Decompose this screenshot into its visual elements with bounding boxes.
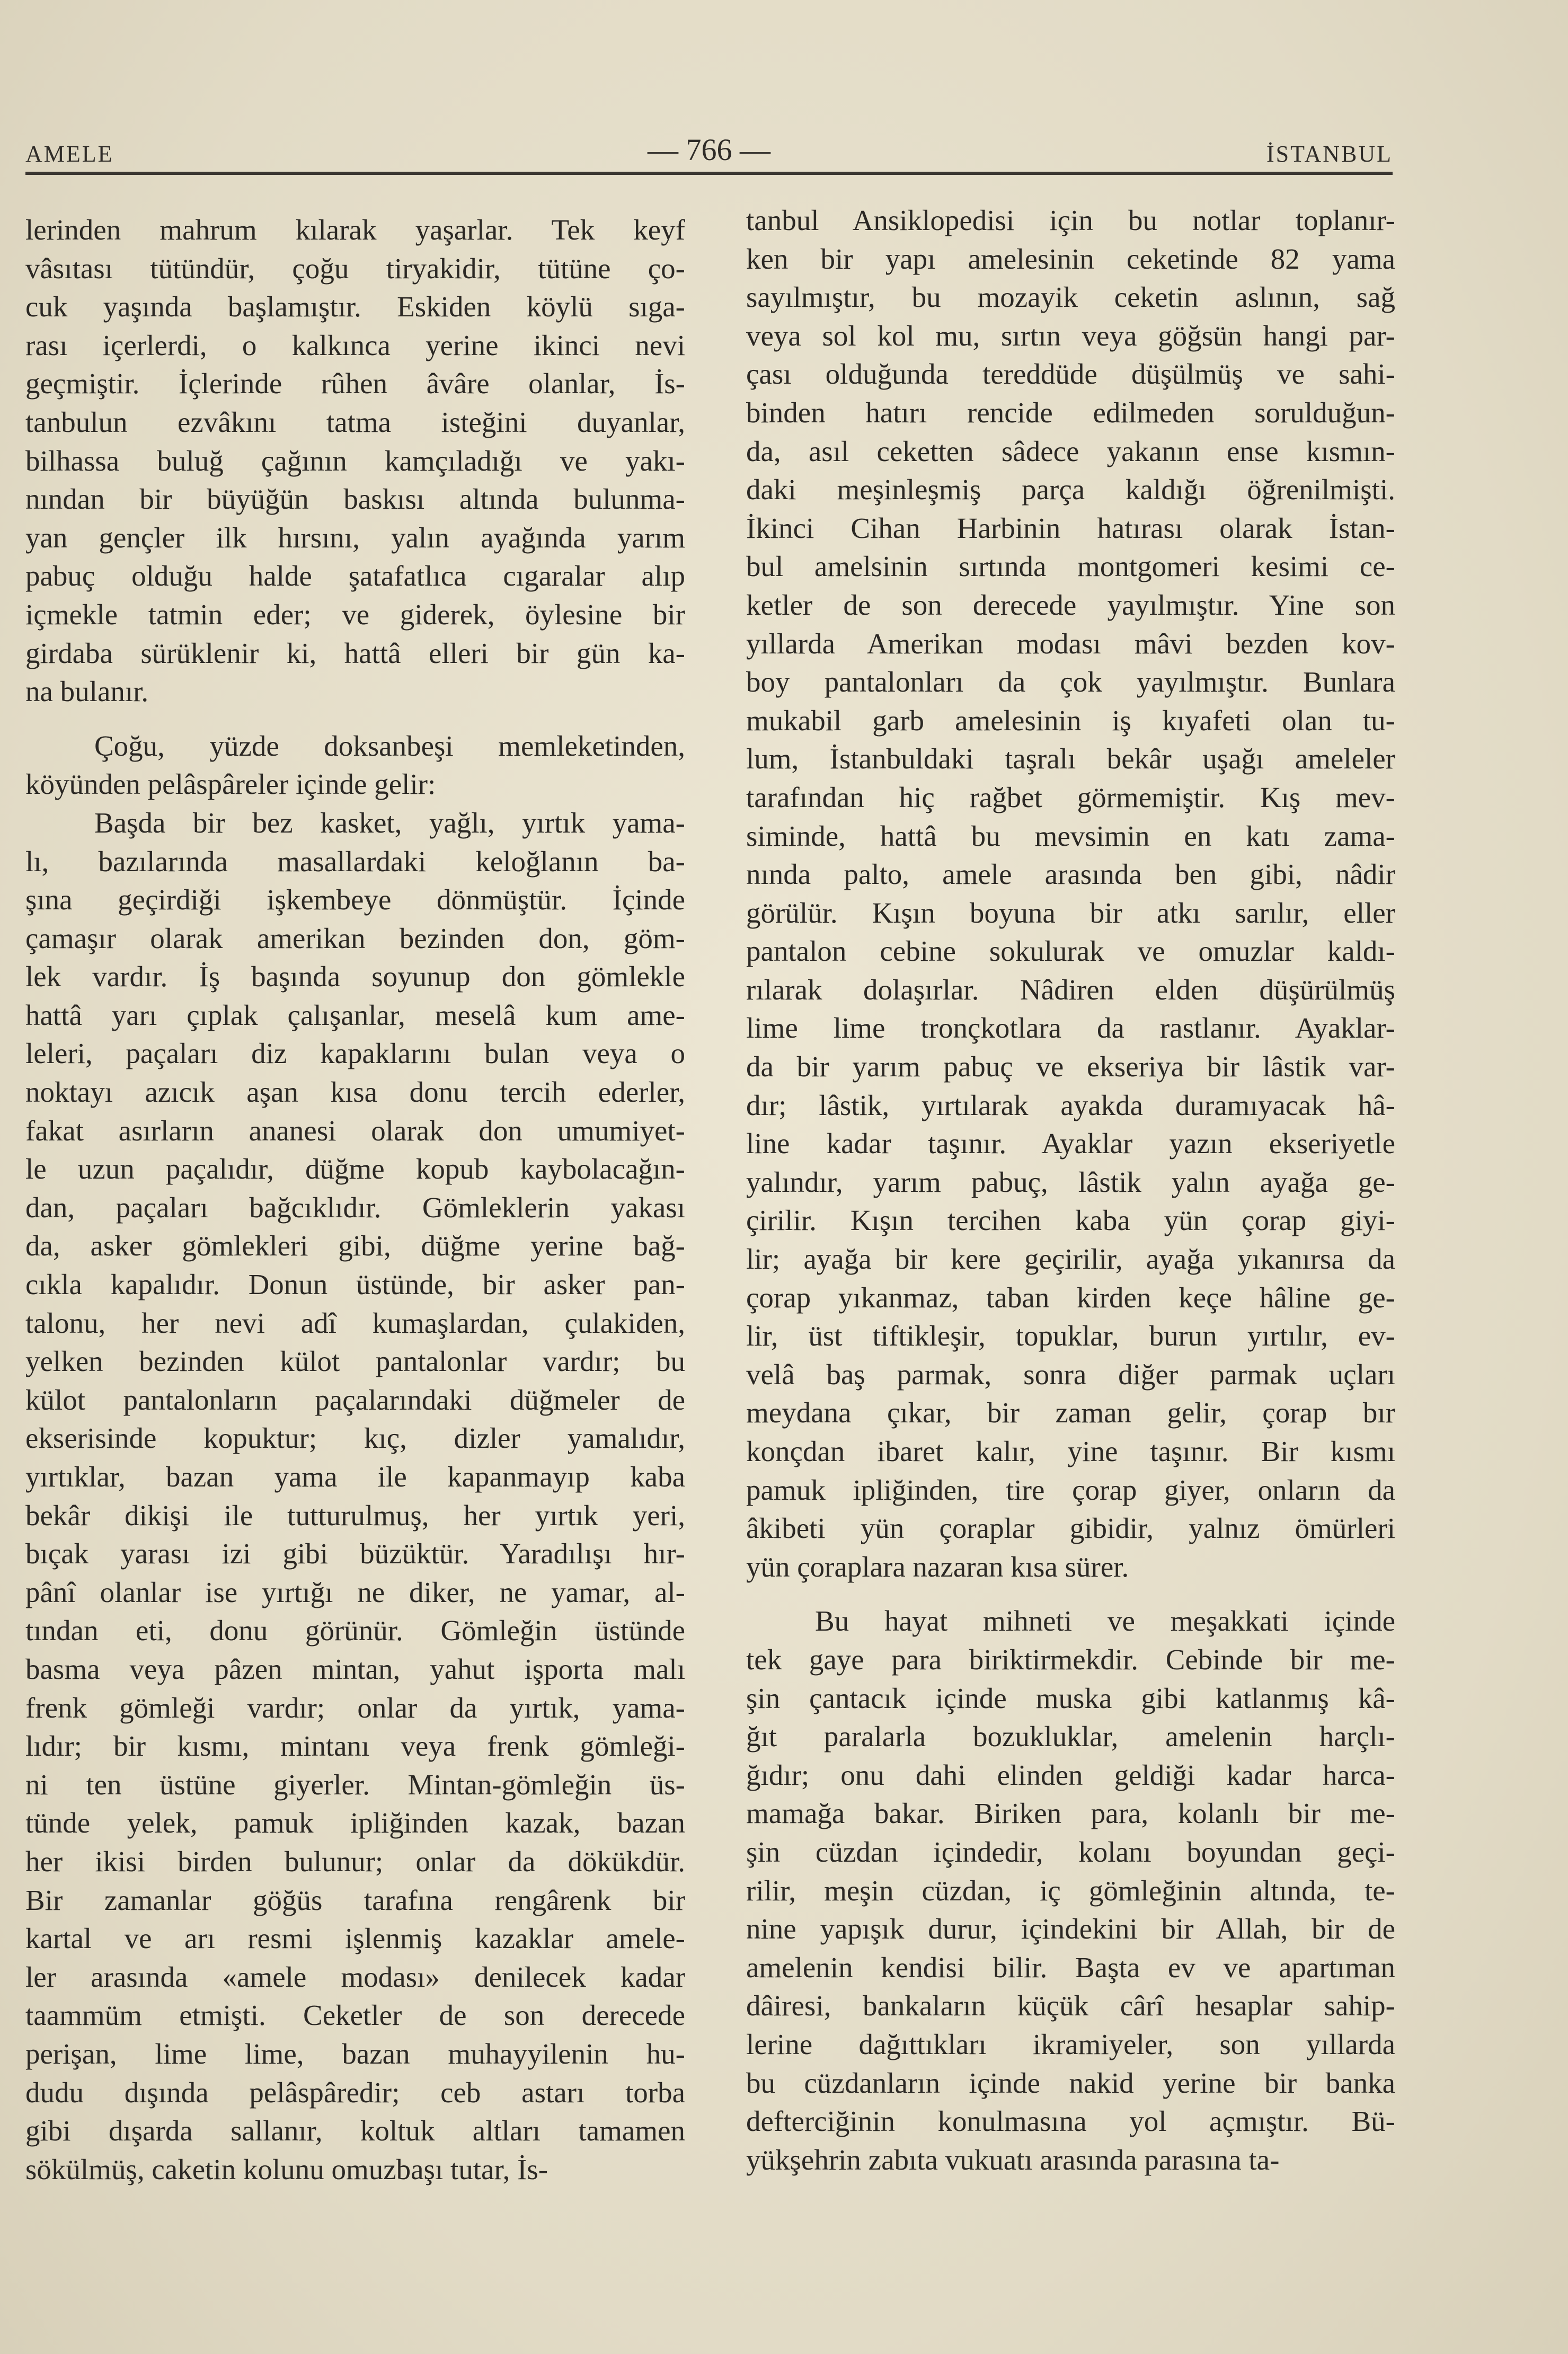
text-line: cıkla kapalıdır. Donun üstünde, bir asker pan- [25,1268,685,1301]
text-line: veya sol kol mu, sırtın veya göğsün hangi par- [746,319,1395,352]
text-line: ketler de son derecede yayılmıştır. Yine son [746,588,1395,621]
text-line: tanbulun ezvâkını tatma isteğini duyanlar, [25,405,685,438]
text-line: basma veya pâzen mintan, yahut işporta malı [25,1652,685,1685]
text-line: dâiresi, bankaların küçük cârî hesaplar sahip- [746,1989,1395,2022]
text-line: lerinden mahrum kılarak yaşarlar. Tek keyf [25,214,685,246]
text-line: bıçak yarası izi gibi büzüktür. Yaradılışı hır- [25,1537,685,1570]
text-line: rilir, meşin cüzdan, iç gömleğinin altında, te- [746,1874,1395,1907]
text-line: velâ baş parmak, sonra diğer parmak uçları [746,1358,1395,1391]
text-line: tünde yelek, pamuk ipliğinden kazak, bazan [25,1807,685,1839]
text-line: her ikisi birden bulunur; onlar da dökükdür. [25,1845,685,1878]
text-line: taammüm etmişti. Ceketler de son derecede [25,1999,685,2032]
header-section-title: AMELE [25,141,114,167]
text-line: tarafından hiç rağbet görmemiştir. Kış mev- [746,781,1395,813]
text-line: lir, üst tiftikleşir, topuklar, burun yırtılır, ev- [746,1320,1395,1352]
text-line: da, asker gömlekleri gibi, düğme yerine bağ- [25,1229,685,1262]
text-line: dan, paçaları bağcıklıdır. Gömleklerin yakası [25,1191,685,1224]
text-line: yıllarda Amerikan modası mâvi bezden kov- [746,627,1395,660]
text-line: köyünden pelâspâreler içinde gelir: [25,768,436,801]
text-line: pabuç olduğu halde şatafatlıca cıgaralar alıp [25,560,685,592]
text-line: lek vardır. İş başında soyunup don gömlekle [25,960,685,993]
text-line: Bu hayat mihneti ve meşakkati içinde [815,1605,1395,1638]
text-line: Başda bir bez kasket, yağlı, yırtık yama- [94,806,685,839]
text-line: meydana çıkar, bir zaman gelir, çorap bır [746,1396,1395,1429]
text-line: bu cüzdanların içinde nakid yerine bir banka [746,2066,1395,2099]
text-line: konçdan ibaret kalır, yine taşınır. Bir kısmı [746,1435,1395,1467]
text-line: lime lime tronçkotlara da rastlanır. Ayaklar- [746,1012,1395,1045]
text-line: yün çoraplara nazaran kısa sürer. [746,1550,1129,1583]
text-line: bilhassa buluğ çağının kamçıladığı ve yakı- [25,444,685,477]
text-line: hattâ yarı çıplak çalışanlar, meselâ kum ame- [25,998,685,1031]
right-text-column [746,201,1395,2179]
page-number: — 766 — [648,132,770,167]
text-line: sayılmıştır, bu mozayik ceketin aslının, sağ [746,281,1395,314]
text-line: sökülmüş, caketin kolunu omuzbaşı tutar, İs- [25,2153,548,2185]
text-line: da bir yarım pabuç ve ekseriya bir lâstik var- [746,1050,1395,1083]
text-line: ğıdır; onu dahi elinden geldiği kadar harca- [746,1758,1395,1791]
text-line: cuk yaşında başlamıştır. Eskiden köylü sıga- [25,290,685,323]
text-line: Bir zamanlar göğüs tarafına rengârenk bir [25,1883,685,1916]
text-line: pamuk ipliğinden, tire çorap giyer, onların da [746,1473,1395,1506]
text-line: çorap yıkanmaz, taban kirden keçe hâline ge- [746,1281,1395,1314]
text-line: siminde, hattâ bu mevsimin en katı zama- [746,819,1395,852]
text-line: pânî olanlar ise yırtığı ne diker, ne yamar, al- [25,1576,685,1608]
text-line: lum, İstanbuldaki taşralı bekâr uşağı ameleler [746,742,1395,775]
text-line: amelenin kendisi bilir. Başta ev ve apartıman [746,1951,1395,1984]
text-line: tından eti, donu görünür. Gömleğin üstünde [25,1614,685,1647]
text-line: nında palto, amele arasında ben gibi, nâdir [746,858,1395,891]
text-line: talonu, her nevi adî kumaşlardan, çulakiden, [25,1306,685,1339]
text-line: lıdır; bir kısmı, mintanı veya frenk gömleği- [25,1730,685,1763]
text-line: binden hatırı rencide edilmeden sorulduğun- [746,396,1395,429]
text-line: dır; lâstik, yırtılarak ayakda duramıyacak hâ- [746,1088,1395,1121]
paragraph-gap [25,711,685,727]
text-line: mukabil garb amelesinin iş kıyafeti olan tu- [746,704,1395,737]
text-line: girdaba sürüklenir ki, hattâ elleri bir gün ka- [25,636,685,669]
text-line: ni ten üstüne giyerler. Mintan-gömleğin üs- [25,1768,685,1801]
text-line: yükşehrin zabıta vukuatı arasında parasına ta- [746,2143,1280,2176]
text-line: ğıt paralarla bozukluklar, amelenin harçlı- [746,1720,1395,1753]
text-line: line kadar taşınır. Ayaklar yazın ekseriyetle [746,1127,1395,1160]
text-line: ekserisinde kopuktur; kıç, dizler yamalıdır, [25,1422,685,1455]
text-line: dudu dışında pelâspâredir; ceb astarı torba [25,2076,685,2109]
text-line: rası içerlerdi, o kalkınca yerine ikinci nevi [25,329,685,361]
text-line: çamaşır olarak amerikan bezinden don, göm- [25,922,685,954]
text-line: noktayı azıcık aşan kısa donu tercih ederler, [25,1076,685,1109]
text-line: tanbul Ansiklopedisi için bu notlar toplanır- [746,204,1395,236]
text-line: görülür. Kışın boyuna bir atkı sarılır, eller [746,896,1395,929]
paragraph-gap [746,1586,1395,1602]
text-line: lı, bazılarında masallardaki keloğlanın ba- [25,845,685,878]
text-line: daki meşinleşmiş parça kaldığı öğrenilmişti. [746,473,1395,506]
text-line: rılarak dolaşırlar. Nâdiren elden düşürülmüş [746,973,1395,1006]
text-line: mamağa bakar. Biriken para, kolanlı bir me- [746,1797,1395,1830]
text-line: defterciğinin konulmasına yol açmıştır. Bü- [746,2105,1395,2138]
text-line: vâsıtası tütündür, çoğu tiryakidir, tütüne ço- [25,252,685,285]
text-line: perişan, lime lime, bazan muhayyilenin hu- [25,2037,685,2070]
text-line: âkibeti yün çoraplar gibidir, yalnız ömürleri [746,1512,1395,1545]
text-line: İkinci Cihan Harbinin hatırası olarak İstan- [746,511,1395,544]
text-line: yan gençler ilk hırsını, yalın ayağında yarım [25,521,685,554]
text-line: yelken bezinden külot pantalonlar vardır; bu [25,1345,685,1378]
text-line: yırtıklar, bazan yama ile kapanmayıp kaba [25,1461,685,1493]
text-line: bekâr dikişi ile tutturulmuş, her yırtık yeri, [25,1499,685,1532]
text-line: ler arasında «amele modası» denilecek kadar [25,1960,685,1993]
text-line: lir; ayağa bir kere geçirilir, ayağa yıkanırsa da [746,1243,1395,1276]
text-line: yalındır, yarım pabuç, lâstik yalın ayağa ge- [746,1165,1395,1198]
text-line: şin cüzdan içindedir, kolanı boyundan geçi- [746,1835,1395,1868]
text-line: kartal ve arı resmi işlenmiş kazaklar amele- [25,1922,685,1955]
text-line: içmekle tatmin eder; ve giderek, öylesine bir [25,598,685,631]
text-line: fakat asırların ananesi olarak don umumiyet- [25,1114,685,1147]
left-text-column [25,211,685,2189]
text-line: çası olduğunda tereddüde düşülmüş ve sahi- [746,358,1395,391]
text-line: nından bir büyüğün baskısı altında bulunma- [25,483,685,516]
text-line: lerine dağıttıkları ikramiyeler, son yıllarda [746,2028,1395,2060]
text-line: le uzun paçalıdır, düğme kopub kaybolacağın- [25,1153,685,1185]
text-line: boy pantalonları da çok yayılmıştır. Bunlara [746,666,1395,698]
text-line: pantalon cebine sokulurak ve omuzlar kaldı- [746,935,1395,968]
text-line: ken bir yapı amelesinin ceketinde 82 yama [746,242,1395,275]
running-header [25,132,1393,175]
text-line: şına geçirdiği işkembeye dönmüştür. İçinde [25,883,685,916]
text-line: leleri, paçaları diz kapaklarını bulan veya o [25,1037,685,1070]
text-line: frenk gömleği vardır; onlar da yırtık, yama- [25,1691,685,1724]
text-line: külot pantalonların paçalarındaki düğmeler de [25,1383,685,1416]
text-line: da, asıl ceketten sâdece yakanın ense kısmın- [746,435,1395,467]
text-line: tek gaye para biriktirmekdir. Cebinde bir me- [746,1643,1395,1676]
header-rule [25,172,1393,175]
text-line: bul amelsinin sırtında montgomeri kesimi ce- [746,550,1395,583]
text-line: geçmiştir. İçlerinde rûhen âvâre olanlar, İs- [25,367,685,400]
text-line: na bulanır. [25,675,149,708]
header-publication-title: İSTANBUL [1266,141,1393,167]
text-line: gibi dışarda sallanır, koltuk altları tamamen [25,2114,685,2147]
text-line: nine yapışık durur, içindekini bir Allah, bir de [746,1913,1395,1945]
text-line: şin çantacık içinde muska gibi katlanmış kâ- [746,1682,1395,1714]
text-line: Çoğu, yüzde doksanbeşi memleketinden, [94,729,685,762]
text-line: çirilir. Kışın tercihen kaba yün çorap giyi- [746,1204,1395,1237]
